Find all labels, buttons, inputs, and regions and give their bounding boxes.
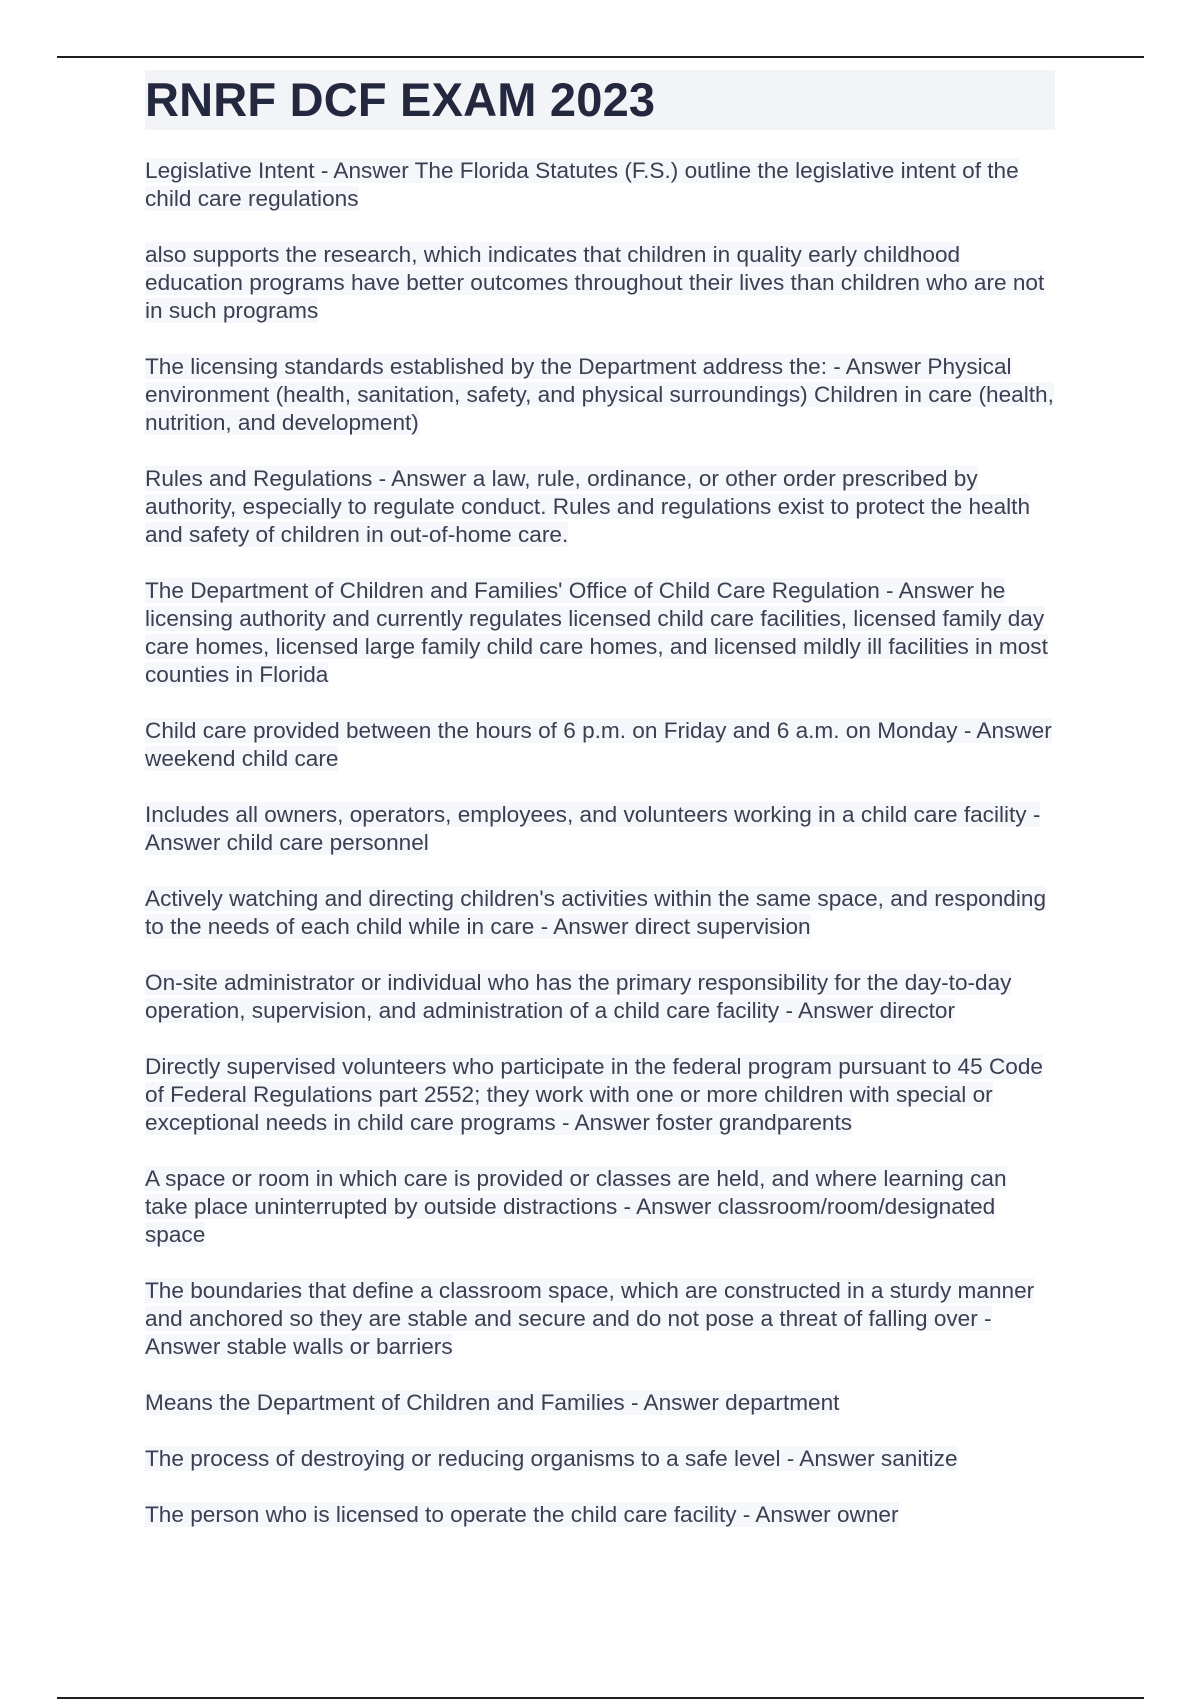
flashcard xyxy=(145,801,1055,857)
flashcard xyxy=(145,1277,1055,1361)
flashcard xyxy=(145,1053,1055,1137)
top-rule xyxy=(57,56,1144,58)
flashcard-text: The Department of Children and Families' Office of Child Care Regulation - Answer he licensing authority and currently regulates licensed child care facilities, licensed family day care homes, licensed large family child care homes, and licensed mildly ill facilities in most counties in Florida xyxy=(145,578,1048,687)
flashcard xyxy=(145,465,1055,549)
bottom-rule xyxy=(57,1697,1144,1699)
flashcard xyxy=(145,1501,1055,1529)
flashcard-text: Rules and Regulations - Answer a law, rule, ordinance, or other order prescribed by authority, especially to regulate conduct. Rules and regulations exist to protect the health and safety of children in out-of-home care. xyxy=(145,466,1031,547)
flashcard xyxy=(145,969,1055,1025)
flashcard xyxy=(145,1389,1055,1417)
flashcard-text: Includes all owners, operators, employees, and volunteers working in a child care facility - Answer child care personnel xyxy=(145,802,1041,855)
document-title: RNRF DCF EXAM 2023 xyxy=(145,70,1055,130)
flashcard-text: Child care provided between the hours of 6 p.m. on Friday and 6 a.m. on Monday - Answer weekend child care xyxy=(145,718,1052,771)
flashcard-text: A space or room in which care is provided or classes are held, and where learning can take place uninterrupted by outside distractions - Answer classroom/room/designated space xyxy=(145,1166,1007,1247)
flashcard-text: Means the Department of Children and Families - Answer department xyxy=(145,1390,840,1415)
flashcard xyxy=(145,241,1055,325)
flashcard-text: The process of destroying or reducing organisms to a safe level - Answer sanitize xyxy=(145,1446,958,1471)
flashcard xyxy=(145,885,1055,941)
flashcard xyxy=(145,1165,1055,1249)
flashcard-text: The person who is licensed to operate the child care facility - Answer owner xyxy=(145,1502,899,1527)
flashcard-text: Directly supervised volunteers who participate in the federal program pursuant to 45 Code of Federal Regulations part 2552; they work with one or more children with special or exceptional needs in child care programs - Answer foster grandparents xyxy=(145,1054,1043,1135)
flashcard-text: The licensing standards established by the Department address the: - Answer Physical environment (health, sanitation, safety, and physical surroundings) Children in care (health, nutrition, and development) xyxy=(145,354,1054,435)
flashcard xyxy=(145,353,1055,437)
flashcard xyxy=(145,717,1055,773)
flashcard-text: also supports the research, which indicates that children in quality early childhood education programs have better outcomes throughout their lives than children who are not in such programs xyxy=(145,242,1045,323)
flashcard-text: Legislative Intent - Answer The Florida Statutes (F.S.) outline the legislative intent of the child care regulations xyxy=(145,158,1019,211)
flashcard-text: The boundaries that define a classroom space, which are constructed in a sturdy manner and anchored so they are stable and secure and do not pose a threat of falling over - Answer stable walls or barriers xyxy=(145,1278,1035,1359)
flashcard xyxy=(145,157,1055,213)
document-body xyxy=(145,70,1055,1557)
flashcard xyxy=(145,577,1055,689)
flashcard xyxy=(145,1445,1055,1473)
flashcard-text: On-site administrator or individual who has the primary responsibility for the day-to-day operation, supervision, and administration of a child care facility - Answer director xyxy=(145,970,1012,1023)
flashcard-text: Actively watching and directing children's activities within the same space, and responding to the needs of each child while in care - Answer direct supervision xyxy=(145,886,1047,939)
